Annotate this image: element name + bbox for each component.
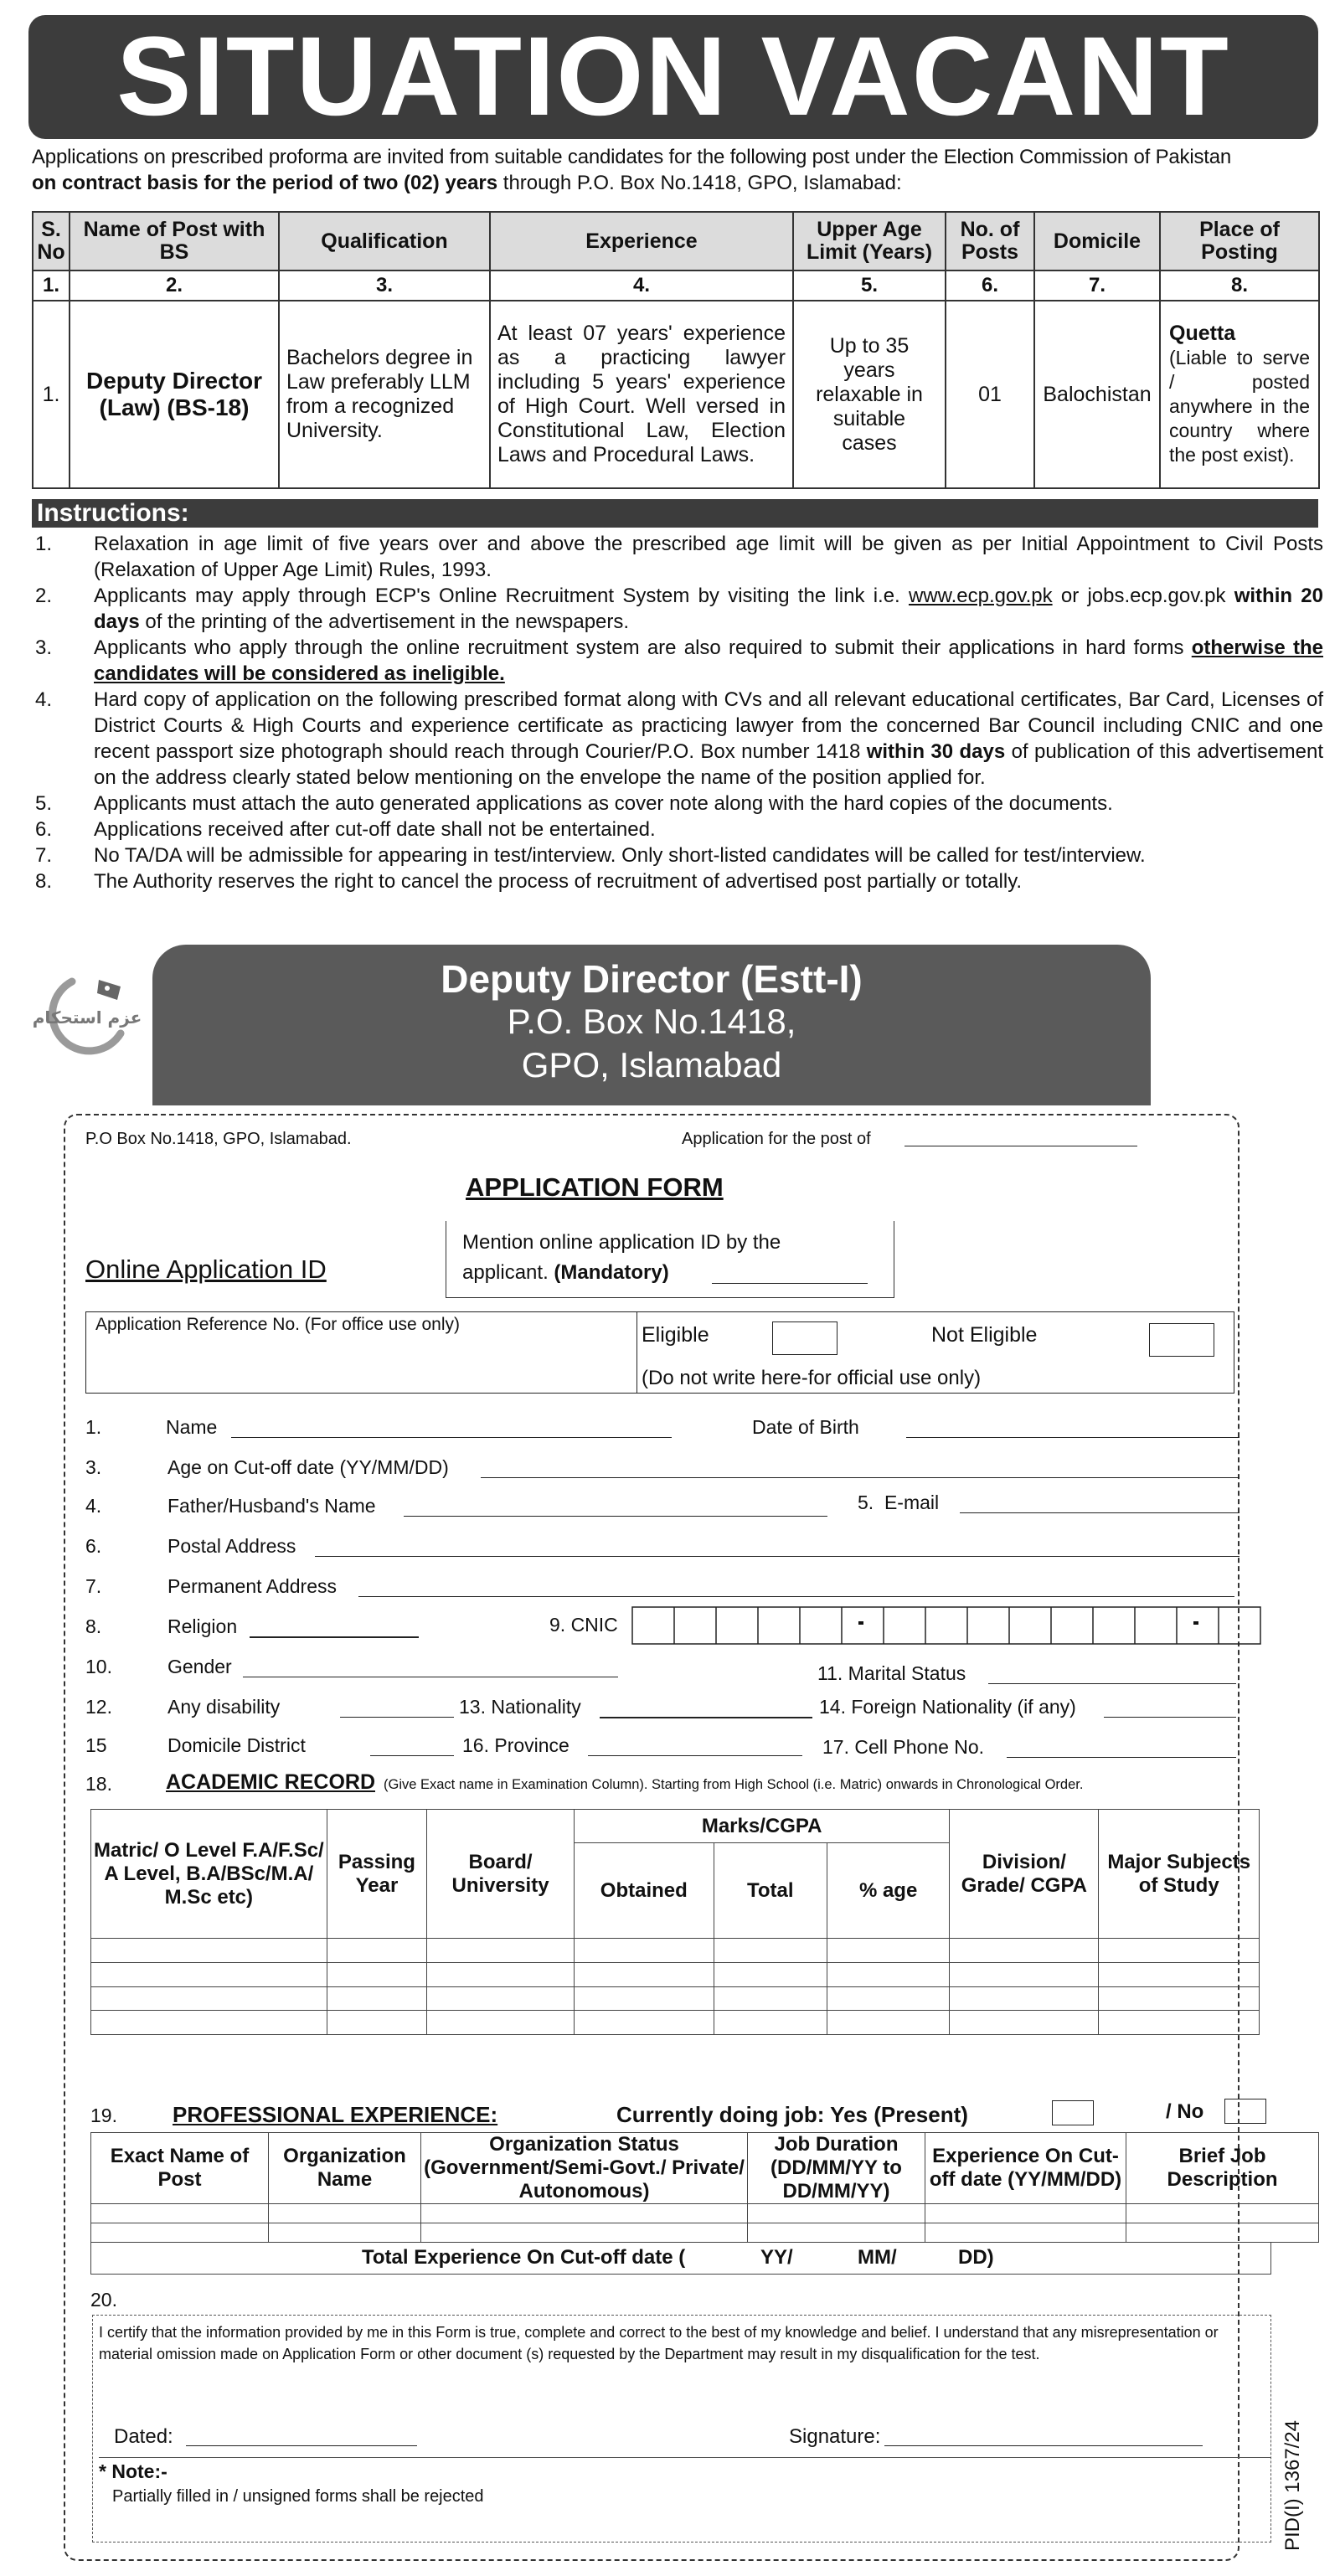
th-post: Name of Post with BS <box>70 212 279 270</box>
reference-label: Application Reference No. (For office use only) <box>95 1315 460 1334</box>
th-posting: Place of Posting <box>1160 212 1319 270</box>
academic-row[interactable] <box>91 2011 1260 2035</box>
pid-label-wrap <box>1276 2419 1310 2552</box>
academic-note: (Give Exact name in Examination Column). Starting from High School (i.e. Matric) onwards in Chronological Order. <box>384 1777 1084 1792</box>
office-use-note: (Do not write here-for official use only) <box>642 1367 982 1389</box>
th-posts: No. of Posts <box>946 212 1034 270</box>
field-number: 5. <box>858 1492 874 1513</box>
instruction-text: Relaxation in age limit of five years over and above the prescribed age limit will be given as per Initial Appointment to Civil Posts (Relaxation of Upper Age Limit) Rules, 1993. <box>94 533 1323 581</box>
field-number: 15 <box>85 1734 107 1756</box>
cell-sno: 1. <box>33 301 70 488</box>
page-banner: SITUATION VACANT <box>28 15 1318 139</box>
th-sno: S. No <box>33 212 70 270</box>
instruction-item <box>32 817 1323 842</box>
foreign-nationality-input[interactable] <box>1104 1717 1236 1718</box>
religion-input[interactable] <box>250 1636 419 1638</box>
reference-divider <box>636 1311 637 1394</box>
dated-input[interactable] <box>186 2445 417 2446</box>
instruction-number: 6. <box>35 818 53 841</box>
field-number: 7. <box>85 1575 102 1597</box>
online-id-label: Online Application ID <box>85 1255 327 1284</box>
colnum: 8. <box>1160 270 1319 301</box>
instruction-item <box>32 791 1323 817</box>
current-job-no-label: / No <box>1166 2100 1204 2123</box>
instruction-item <box>32 531 1323 583</box>
colnum: 4. <box>490 270 793 301</box>
instruction-number: 8. <box>35 870 53 893</box>
professional-table <box>90 2132 1319 2243</box>
academic-row[interactable] <box>91 1962 1260 1986</box>
cnic-input[interactable] <box>631 1606 1261 1649</box>
father-label: Father/Husband's Name <box>168 1495 376 1517</box>
colnum: 7. <box>1034 270 1160 301</box>
instructions-heading: Instructions: <box>32 499 1318 528</box>
colnum: 1. <box>33 270 70 301</box>
professional-row[interactable] <box>91 2204 1319 2223</box>
email-input[interactable] <box>960 1512 1240 1513</box>
colnum: 2. <box>70 270 279 301</box>
th-total: Total <box>714 1843 827 1939</box>
intro-line1: Applications on prescribed proforma are invited from suitable candidates for the following post under the Election Commission of Pakistan <box>32 146 1232 168</box>
post-table-colnums <box>33 270 1319 301</box>
field-number: 18. <box>85 1773 112 1795</box>
academic-heading: ACADEMIC RECORD <box>166 1770 375 1794</box>
total-mm: MM/ <box>858 2246 897 2269</box>
postal-input[interactable] <box>315 1556 1240 1557</box>
name-input[interactable] <box>231 1437 672 1438</box>
online-id-instruction: Mention online application ID by the <box>462 1231 781 1254</box>
th-exp-cutoff: Experience On Cut-off date (YY/MM/DD) <box>925 2133 1126 2204</box>
name-label: Name <box>166 1416 218 1438</box>
instruction-number: 2. <box>35 585 53 607</box>
dated-label: Dated: <box>114 2425 173 2448</box>
cell-posting <box>1160 301 1319 488</box>
colnum: 3. <box>279 270 490 301</box>
instruction-text: Applicants must attach the auto generated applications as cover note along with the hard copies of the documents. <box>94 792 1113 815</box>
th-age: Upper Age Limit (Years) <box>793 212 946 270</box>
form-title: APPLICATION FORM <box>466 1172 724 1202</box>
academic-row[interactable] <box>91 1939 1260 1963</box>
th-duration: Job Duration (DD/MM/YY to DD/MM/YY) <box>748 2133 925 2204</box>
academic-table <box>90 1809 1260 2035</box>
signature-label: Signature: <box>789 2425 881 2448</box>
posting-city: Quetta <box>1169 322 1236 345</box>
mention-text: applicant. <box>462 1261 554 1284</box>
instruction-bold: within 30 days <box>866 740 1006 763</box>
ecp-link[interactable]: www.ecp.gov.pk <box>908 585 1053 607</box>
not-eligible-label: Not Eligible <box>931 1323 1038 1347</box>
marital-input[interactable] <box>988 1683 1236 1684</box>
post-table-header <box>33 212 1319 270</box>
address-line2: GPO, Islamabad <box>521 1045 782 1084</box>
permanent-label: Permanent Address <box>168 1575 338 1597</box>
total-dd: DD) <box>958 2246 994 2269</box>
svg-text:عزم استحکام: عزم استحکام <box>32 1007 142 1028</box>
age-input[interactable] <box>481 1477 1240 1478</box>
th-year: Passing Year <box>327 1810 426 1939</box>
th-domicile: Domicile <box>1034 212 1160 270</box>
current-job-label: Currently doing job: Yes (Present) <box>616 2102 968 2127</box>
instruction-text-part: of the printing of the advertisement in the newspapers. <box>139 611 630 633</box>
total-yy: YY/ <box>760 2246 793 2269</box>
post-table <box>32 211 1320 489</box>
professional-row[interactable] <box>91 2223 1319 2243</box>
form-address: P.O Box No.1418, GPO, Islamabad. <box>85 1130 352 1148</box>
field-number: 19. <box>90 2105 117 2126</box>
phone-label: 17. Cell Phone No. <box>822 1736 985 1758</box>
instruction-text-part: Hard copy of application on the following prescribed format along with CVs and all relevant educational certificates, Bar Card, Licenses of District Courts & High Courts and experience certificate as practicing lawyer from the concerned Bar Council including CNIC and one recent passport size photograph should reach through Courier/P.O. Box number 1418 <box>94 688 1323 763</box>
cell-posts: 01 <box>946 301 1034 488</box>
father-input[interactable] <box>404 1516 827 1517</box>
permanent-input[interactable] <box>358 1596 1234 1597</box>
note-title: * Note:- <box>99 2460 168 2482</box>
instruction-bold: within 20 days <box>94 585 1323 633</box>
th-org-name: Organization Name <box>269 2133 421 2204</box>
domicile-label: Domicile District <box>168 1734 306 1756</box>
phone-input[interactable] <box>1007 1757 1236 1758</box>
instruction-number: 7. <box>35 844 53 867</box>
instruction-text <box>94 583 1323 635</box>
instruction-text-part: Applicants may apply through ECP's Online Recruitment System by visiting the link i.e. <box>94 585 909 607</box>
eligible-label: Eligible <box>642 1323 709 1347</box>
address-line1: P.O. Box No.1418, <box>507 1002 796 1041</box>
cell-age: Up to 35 years relaxable in suitable cases <box>793 301 946 488</box>
th-exam: Matric/ O Level F.A/F.Sc/ A Level, B.A/BSc/M.A/ M.Sc etc) <box>91 1810 327 1939</box>
online-id-input[interactable] <box>712 1283 868 1284</box>
instruction-text-part: of publication of this advertisement on the address clearly stated below mentioning on the envelope the name of the position applied for. <box>94 740 1323 789</box>
instruction-item <box>32 635 1323 687</box>
field-number: 1. <box>85 1416 102 1438</box>
province-label: 16. Province <box>462 1734 570 1756</box>
dob-label: Date of Birth <box>752 1416 859 1438</box>
field-number: 4. <box>85 1495 102 1517</box>
instruction-text: No TA/DA will be admissible for appearing in test/interview. Only short-listed candidates will be called for test/interview. <box>94 844 1146 867</box>
email-label <box>858 1491 939 1514</box>
th-job-desc: Brief Job Description <box>1126 2133 1319 2204</box>
signature-input[interactable] <box>884 2445 1203 2446</box>
instruction-number: 4. <box>35 688 53 711</box>
eligible-checkbox[interactable] <box>772 1321 838 1355</box>
th-qualification: Qualification <box>279 212 490 270</box>
ecp-logo <box>32 975 142 1059</box>
intro-bold: on contract basis for the period of two (02) years <box>32 172 498 194</box>
disability-label: Any disability <box>168 1696 281 1718</box>
province-input[interactable] <box>588 1755 802 1756</box>
instruction-text-part: Applicants who apply through the online recruitment system are also required to submit their applications in hard forms <box>94 636 1192 659</box>
field-number: 12. <box>85 1696 112 1718</box>
religion-label: Religion <box>168 1615 238 1637</box>
th-experience: Experience <box>490 212 793 270</box>
instruction-text-part: or jobs.ecp.gov.pk <box>1052 585 1234 607</box>
colnum: 6. <box>946 270 1034 301</box>
instruction-bold-underline: otherwise the candidates will be considered as ineligible. <box>94 636 1324 685</box>
th-division: Division/ Grade/ CGPA <box>950 1810 1099 1939</box>
th-org-status: Organization Status (Government/Semi-Govt./ Private/ Autonomous) <box>421 2133 748 2204</box>
nationality-label: 13. Nationality <box>459 1696 581 1718</box>
instruction-text: Applications received after cut-off date shall not be entertained. <box>94 818 656 841</box>
instruction-number: 3. <box>35 636 53 659</box>
disability-input[interactable] <box>340 1717 454 1718</box>
postal-label: Postal Address <box>168 1535 296 1557</box>
foreign-nationality-label: 14. Foreign Nationality (if any) <box>819 1696 1076 1718</box>
instruction-item <box>32 868 1323 894</box>
current-job-no-checkbox[interactable] <box>1224 2099 1266 2124</box>
cnic-label: 9. CNIC <box>549 1614 618 1636</box>
note-text: Partially filled in / unsigned forms shall be rejected <box>112 2487 484 2506</box>
certification-text: I certify that the information provided by me in this Form is true, complete and correct to the best of my knowledge and belief. I understand that any misrepresentation or material omission made on Application Form or other document (s) requested by the Department may result in my disqualification for the test. <box>99 2324 1219 2362</box>
address-title: Deputy Director (Estt-I) <box>441 957 863 1001</box>
instructions-list <box>32 531 1323 894</box>
instruction-item <box>32 687 1323 791</box>
th-board: Board/ University <box>427 1810 575 1939</box>
email-text: E-mail <box>884 1492 940 1513</box>
instruction-number: 5. <box>35 792 53 815</box>
th-pct: % age <box>827 1843 949 1939</box>
instruction-item <box>32 842 1323 868</box>
total-experience-label: Total Experience On Cut-off date ( <box>362 2246 686 2269</box>
not-eligible-checkbox[interactable] <box>1149 1323 1214 1357</box>
posting-note: (Liable to serve / posted anywhere in the country where the post exist). <box>1169 347 1310 466</box>
th-subjects: Major Subjects of Study <box>1099 1810 1260 1939</box>
marital-label: 11. Marital Status <box>817 1662 966 1684</box>
instruction-text: The Authority reserves the right to cancel the process of recruitment of advertised post partially or totally. <box>94 870 1023 893</box>
instruction-text <box>94 635 1323 687</box>
academic-row[interactable] <box>91 1986 1260 2011</box>
professional-heading: PROFESSIONAL EXPERIENCE: <box>173 2102 498 2127</box>
instruction-number: 1. <box>35 533 53 555</box>
gender-label: Gender <box>168 1656 232 1677</box>
field-number: 3. <box>85 1456 102 1478</box>
nationality-input[interactable] <box>600 1717 812 1718</box>
post-table-row <box>33 301 1319 488</box>
cell-experience: At least 07 years' experience as a practicing lawyer including 5 years' experience of High Court. Well versed in Constitutional Law, Election Laws and Procedural Laws. <box>490 301 793 488</box>
instruction-text <box>94 687 1323 791</box>
instruction-item <box>32 583 1323 635</box>
post-applied-label: Application for the post of <box>682 1130 871 1148</box>
field-number: 10. <box>85 1656 112 1677</box>
cell-post: Deputy Director (Law) (BS-18) <box>70 301 279 488</box>
field-number: 20. <box>90 2289 117 2311</box>
address-box <box>152 945 1151 1105</box>
cell-domicile: Balochistan <box>1034 301 1160 488</box>
current-job-yes-checkbox[interactable] <box>1052 2100 1094 2125</box>
age-label: Age on Cut-off date (YY/MM/DD) <box>168 1456 449 1478</box>
th-exact-post: Exact Name of Post <box>91 2133 269 2204</box>
intro-rest: through P.O. Box No.1418, GPO, Islamabad: <box>497 172 902 194</box>
th-obtained: Obtained <box>574 1843 714 1939</box>
online-id-instruction <box>462 1261 669 1285</box>
colnum: 5. <box>793 270 946 301</box>
field-number: 6. <box>85 1535 102 1557</box>
intro-paragraph <box>32 144 1318 196</box>
dob-input[interactable] <box>906 1437 1240 1438</box>
domicile-input[interactable] <box>370 1755 454 1756</box>
field-number: 8. <box>85 1615 102 1637</box>
pid-label: PID(I) 1367/24 <box>1281 2419 1304 2552</box>
note-divider <box>99 2457 1271 2458</box>
th-marks: Marks/CGPA <box>574 1810 949 1843</box>
mention-mandatory: (Mandatory) <box>554 1261 669 1284</box>
cell-qualification: Bachelors degree in Law preferably LLM from a recognized University. <box>279 301 490 488</box>
